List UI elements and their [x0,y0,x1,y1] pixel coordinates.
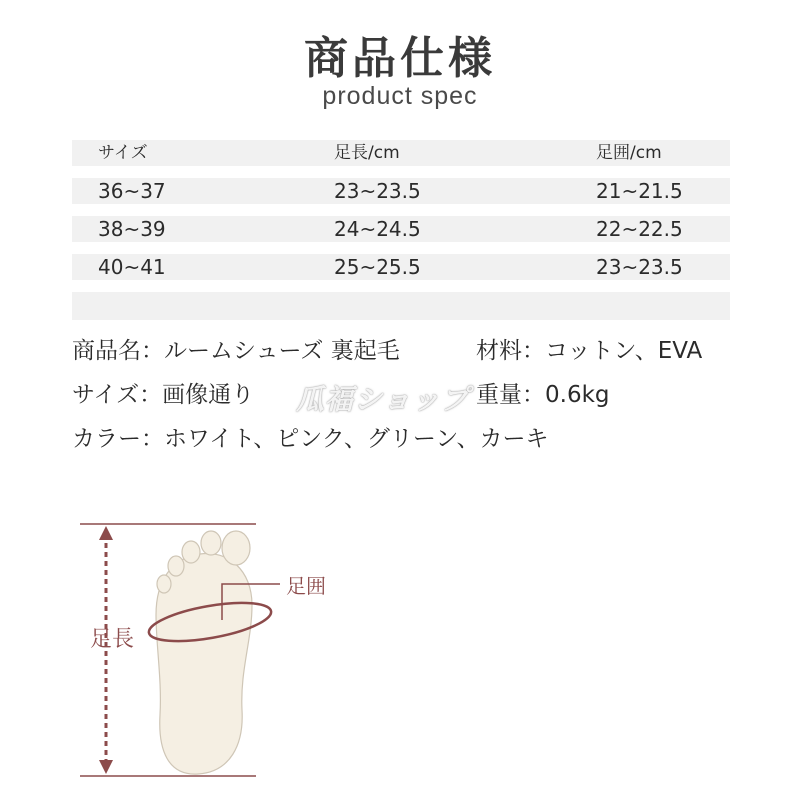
column-header-foot-girth: 足囲/cm [596,143,662,163]
spec-line [72,423,752,467]
length-arrow-down [99,760,113,774]
table-cell: 22~22.5 [596,217,683,241]
length-arrow-up [99,526,113,540]
table-cell: 21~21.5 [596,179,683,203]
column-header-foot-length: 足長/cm [334,143,400,163]
size-table [72,140,730,332]
little-toe-shape [157,575,171,593]
table-header-row [72,140,730,166]
table-row [72,216,730,242]
spec-line [72,335,752,379]
spec-colors: カラー：ホワイト、ピンク、グリーン、カーキ [72,426,549,452]
page-title: 商品仕様 [304,33,496,84]
table-row [72,178,730,204]
spec-weight: 重量：0.6kg [476,382,610,408]
table-row [72,254,730,280]
table-cell: 38~39 [98,217,166,241]
foot-girth-label: 足囲 [286,574,326,598]
toe-shape [168,556,184,576]
table-cell: 36~37 [98,179,166,203]
spec-size: サイズ：画像通り [72,382,255,408]
foot-measurement-diagram [60,510,380,790]
table-cell: 24~24.5 [334,217,421,241]
toe-shape [182,541,200,563]
big-toe-shape [222,531,250,565]
table-cell: 23~23.5 [334,179,421,203]
spec-product-name: 商品名：ルームシューズ 裏起毛 [72,338,400,364]
table-cell: 23~23.5 [596,255,683,279]
table-empty-row [72,292,730,320]
page-subtitle: product spec [322,82,478,110]
table-cell: 40~41 [98,255,166,279]
column-header-size: サイズ [98,143,148,163]
foot-length-label: 足長 [90,627,135,652]
spec-material: 材料：コットン、EVA [476,338,703,364]
toe-shape [201,531,221,555]
table-cell: 25~25.5 [334,255,421,279]
shop-watermark: 瓜福ショップ [296,383,470,416]
